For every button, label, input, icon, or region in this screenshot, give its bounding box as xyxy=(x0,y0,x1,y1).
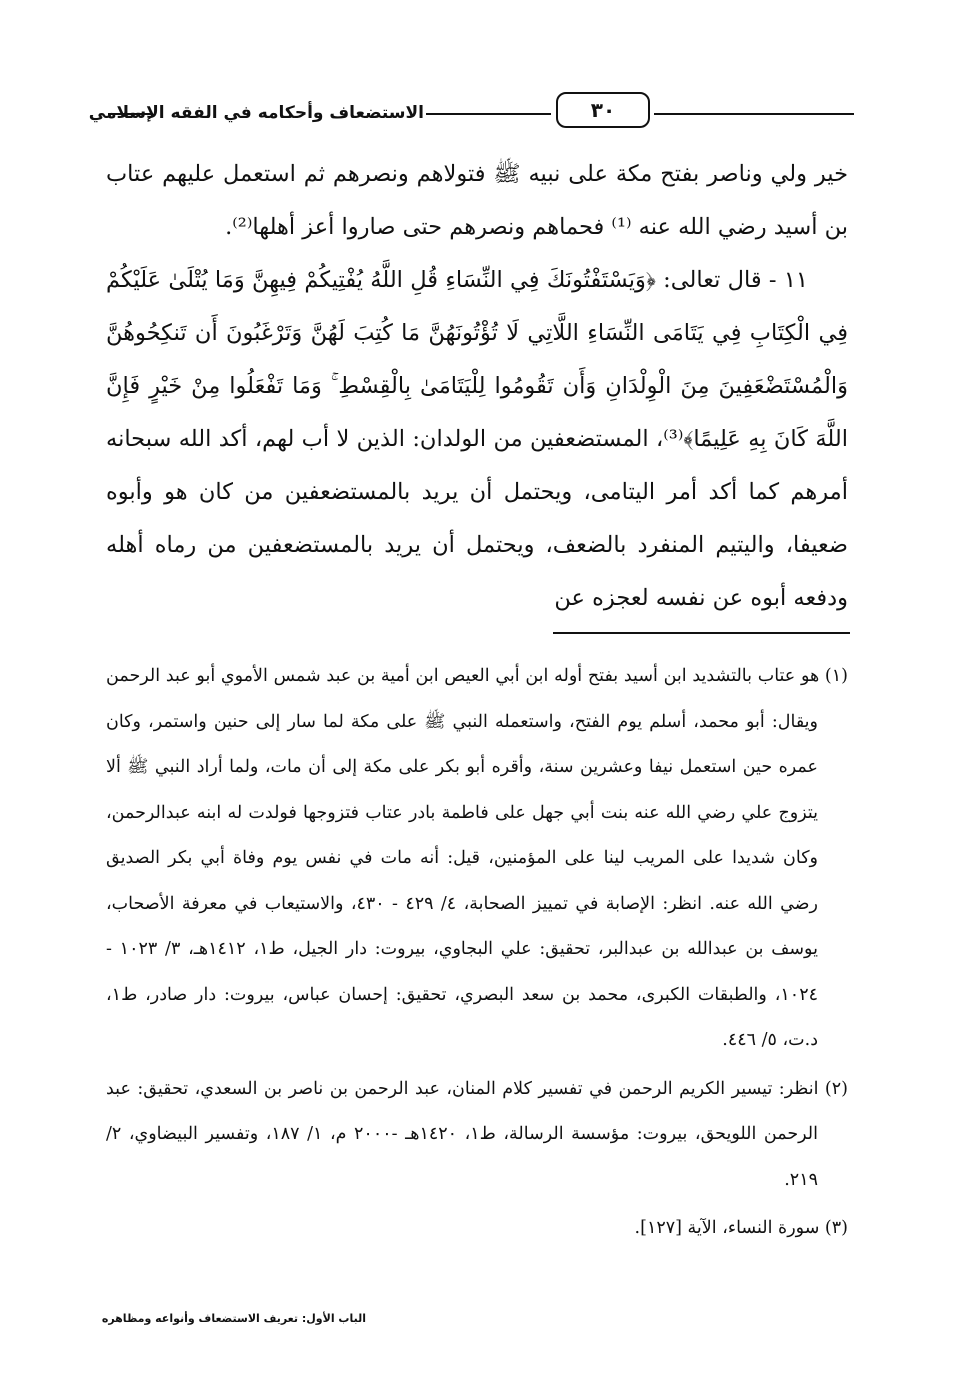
footnote-1: (١) هو عتاب بالتشديد ابن أسيد بفتح أوله ابن أبي العيص ابن أمية بن عبد شمس الأموي أبو عبد الرحمن ويقال: أبو محمد، أسلم يوم الفتح، واستعمله النبي ﷺ على مكة لما سار إلى حنين واستمر، وكان عمره حين استعمل نيفا وعشرين سنة، وأقره أبو بكر على مكة إلى أن مات، ولما أراد النبي ﷺ ألا يتزوج علي رضي الله عنه بنت أبي جهل على فاطمة بادر عتاب فتزوجها فولدت له ابنه عبدالرحمن، وكان شديدا على المريب لينا على المؤمنين، قيل: أنه مات في نفس يوم وفاة أبي بكر الصديق رضي الله عنه. انظر: الإصابة في تمييز الصحابة، ٤/ ٤٢٩ - ٤٣٠، والاستيعاب في معرفة الأصحاب، يوسف بن عبدالله بن عبدالبر، تحقيق: علي البجاوي، بيروت: دار الجيل، ط١، ١٤١٢هـ، ٣/ ١٠٢٣ - ١٠٢٤، والطبقات الكبرى، محمد بن سعد البصري، تحقيق: إحسان عباس، بيروت: دار صادر، ط١، د.ت، ٥/ ٤٤٦. xyxy=(106,666,848,1050)
header-rule-right xyxy=(654,113,854,115)
quran-verse: ﴿وَيَسْتَفْتُونَكَ فِي النِّسَاءِ قُلِ اللَّهُ يُفْتِيكُمْ فِيهِنَّ وَمَا يُتْلَىٰ عَلَيْكُمْ فِي الْكِتَابِ فِي يَتَامَى النِّسَاءِ اللَّاتِي لَا تُؤْتُونَهُنَّ مَا كُتِبَ لَهُنَّ وَتَرْغَبُونَ أَن تَنكِحُوهُنَّ وَالْمُسْتَضْعَفِينَ مِنَ الْوِلْدَانِ وَأَن تَقُومُوا لِلْيَتَامَىٰ بِالْقِسْطِ ۚ وَمَا تَفْعَلُوا مِنْ خَيْرٍ فَإِنَّ اللَّهَ كَانَ بِهِ عَلِيمًا﴾ xyxy=(106,267,848,452)
paragraph-2 xyxy=(106,254,848,625)
running-header xyxy=(88,88,848,142)
paragraph-2-lead: ١١ - قال تعالى: xyxy=(655,267,808,293)
book-title: الاستضعاف وأحكامه في الفقه الإسلامي xyxy=(88,103,424,123)
chapter-footer: الباب الأول: تعريف الاستضعاف وأنواعه ومظاهره xyxy=(101,1312,366,1325)
footnote-3: (٣) سورة النساء، الآية [١٢٧]. xyxy=(634,1218,848,1238)
header-rule-middle xyxy=(426,113,551,115)
paragraph-2-rest: ⁽³⁾، المستضعفين من الولدان: الذين لا أب لهم، أكد الله سبحانه أمرهم كما أكد أمر اليتامى، ويحتمل أن يريد بالمستضعفين من كان هو وأبوه ضعيفا، واليتيم المنفرد بالضعف، ويحتمل أن يريد بالمستضعفين من رماه أهله ودفعه أبوه عن نفسه لعجزه عن xyxy=(106,426,848,611)
footnote-2: (٢) انظر: تيسير الكريم الرحمن في تفسير كلام المنان، عبد الرحمن بن ناصر بن السعدي، تحقيق: عبد الرحمن اللويحق، بيروت: مؤسسة الرسالة، ط١، ١٤٢٠هـ -٢٠٠٠ م، ١/ ١٨٧، وتفسير البيضاوي، ٢/ ٢١٩. xyxy=(106,1078,848,1190)
footnote-separator xyxy=(553,632,850,634)
paragraph-1: خير ولي وناصر بفتح مكة على نبيه ﷺ فتولاهم ونصرهم ثم استعمل عليهم عتاب بن أسيد رضي الله عنه ⁽¹⁾ فحماهم ونصرهم حتى صاروا أعز أهلها⁽²⁾. xyxy=(106,161,848,240)
page-number: ٣٠ xyxy=(556,92,650,128)
footnotes xyxy=(106,654,848,1252)
main-text xyxy=(106,148,848,625)
